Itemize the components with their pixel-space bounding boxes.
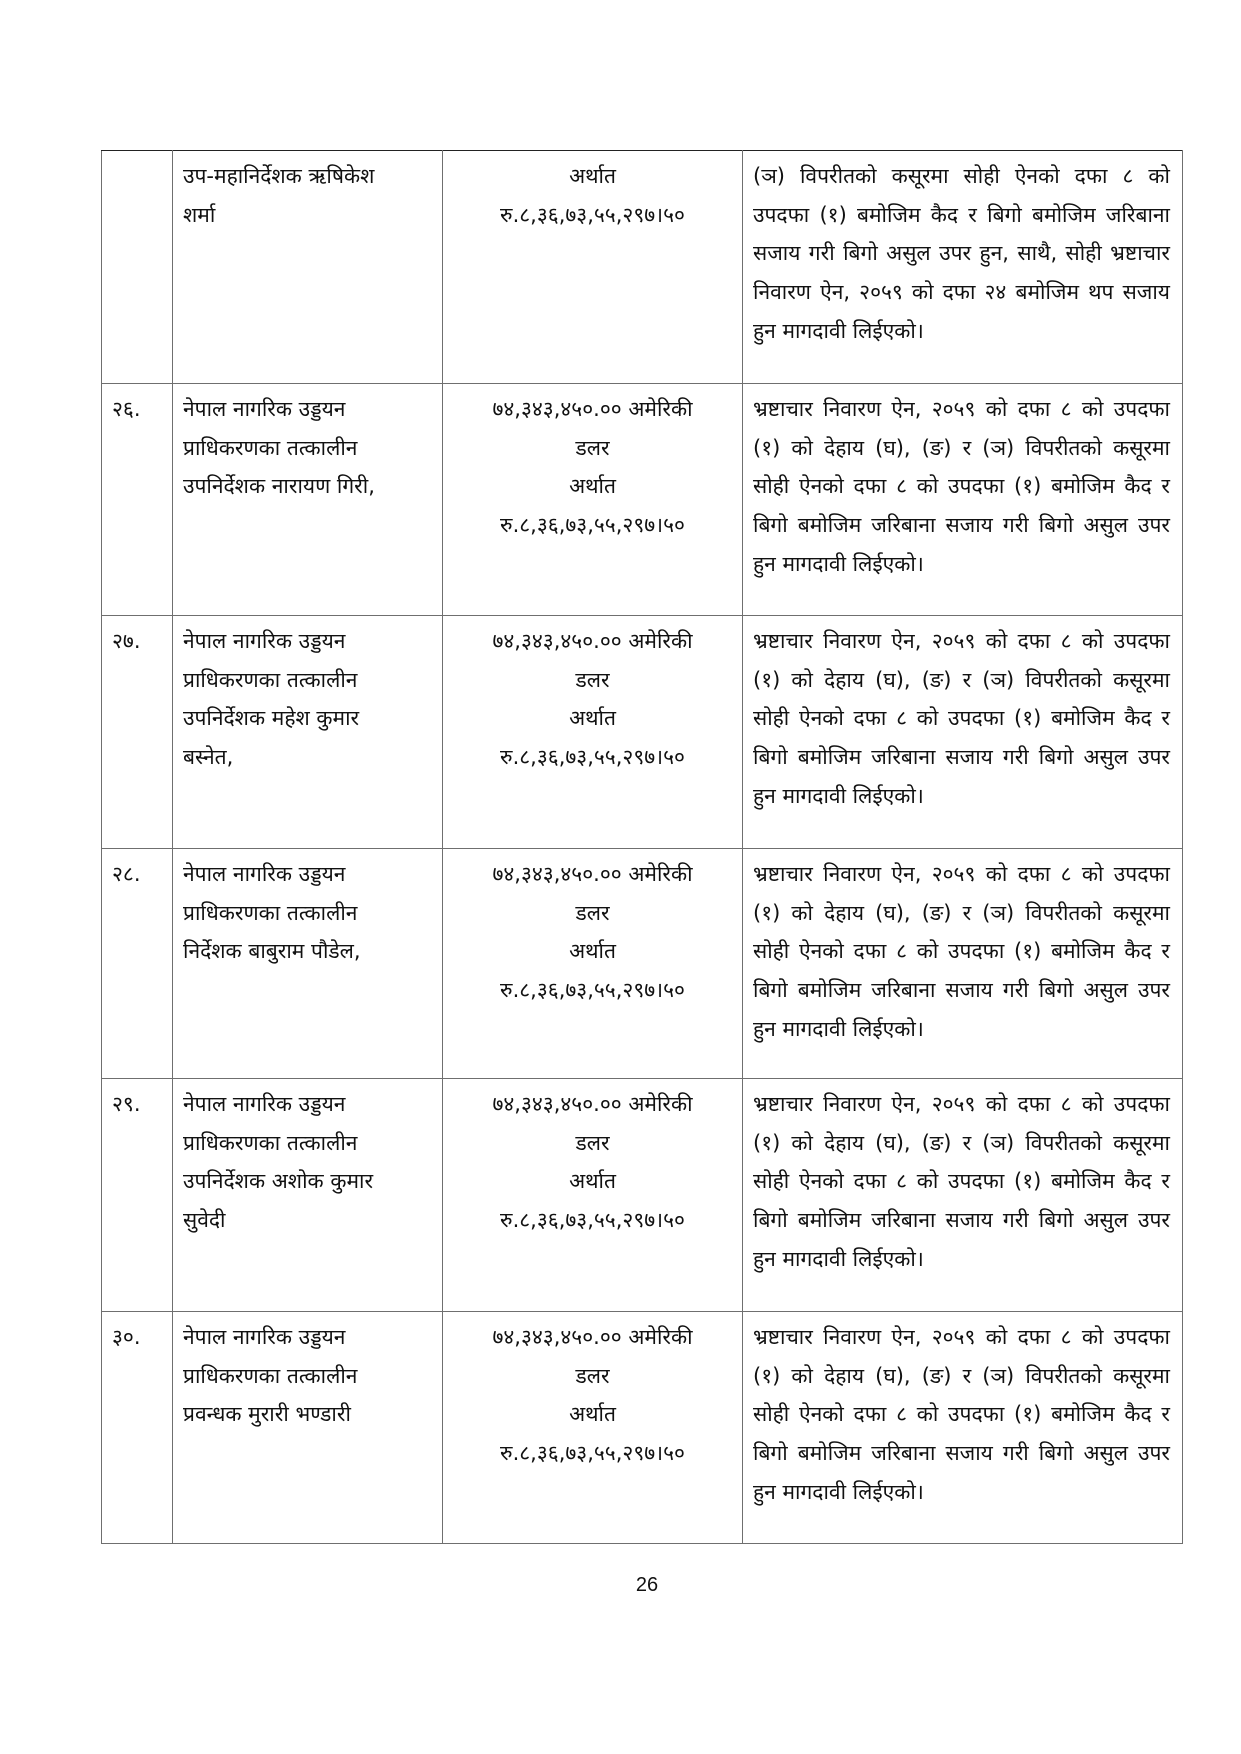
serial-number: २६. <box>112 397 141 421</box>
defendant-cell <box>173 616 443 849</box>
defendant-name-line: नेपाल नागरिक उड्डयन <box>183 397 346 421</box>
claim-amount-line: डलर <box>575 900 610 925</box>
defendant-cell <box>173 1312 443 1544</box>
claim-amount-cell <box>443 616 743 849</box>
claim-amount-cell <box>443 1312 743 1544</box>
claim-amount-cell <box>443 151 743 384</box>
defendant-name-line: नेपाल नागरिक उड्डयन <box>183 1325 346 1349</box>
charge-description: (ञ) विपरीतको कसूरमा सोही ऐनको दफा ८ को उपदफा (१) बमोजिम कैद र बिगो बमोजिम जरिबाना सजाय गरी बिगो असुल उपर हुन, साथै, सोही भ्रष्टाचार निवारण ऐन, २०५९ को दफा २४ बमोजिम थप सजाय हुन मागदावी लिईएको। <box>753 164 1170 343</box>
claim-amount-line: अर्थात <box>569 706 616 731</box>
defendant-cell <box>173 384 443 616</box>
claim-amount-cell <box>443 849 743 1079</box>
claim-amount-line: अर्थात <box>569 474 616 499</box>
claim-amount-line: अर्थात <box>569 1169 616 1194</box>
claim-amount-line: अर्थात <box>569 939 616 964</box>
serial-number: २७. <box>112 629 141 653</box>
table-row <box>102 384 1183 616</box>
claim-amount-line: ७४,३४३,४५०.०० अमेरिकी <box>492 1325 693 1349</box>
defendant-cell <box>173 151 443 384</box>
charge-description: भ्रष्टाचार निवारण ऐन, २०५९ को दफा ८ को उपदफा (१) को देहाय (घ), (ङ) र (ञ) विपरीतको कसूरमा सोही ऐनको दफा ८ को उपदफा (१) बमोजिम कैद र बिगो बमोजिम जरिबाना सजाय गरी बिगो असुल उपर हुन मागदावी लिईएको। <box>753 862 1170 1041</box>
defendant-name-line: नेपाल नागरिक उड्डयन <box>183 1092 346 1116</box>
defendant-name-line: प्राधिकरणका तत्कालीन <box>183 667 358 692</box>
defendant-cell <box>173 849 443 1079</box>
defendant-name-line: सुवेदी <box>183 1208 226 1233</box>
claim-amount-line: डलर <box>575 435 610 460</box>
table-row <box>102 151 1183 384</box>
claim-amount-line: अर्थात <box>569 164 616 188</box>
defendant-name-line: नेपाल नागरिक उड्डयन <box>183 862 346 886</box>
defendant-name-line: उप-महानिर्देशक ऋषिकेश <box>183 164 375 188</box>
claim-amount-line: डलर <box>575 1363 610 1388</box>
page-number: 26 <box>635 1574 659 1596</box>
claim-amount-line: रु.८,३६,७३,५५,२९७।५० <box>500 1208 685 1233</box>
defendant-name-line: उपनिर्देशक अशोक कुमार <box>183 1169 374 1194</box>
serial-number-cell <box>102 849 173 1079</box>
claim-amount-line: डलर <box>575 667 610 692</box>
defendant-name-line: प्राधिकरणका तत्कालीन <box>183 1363 358 1388</box>
defendant-cell <box>173 1079 443 1312</box>
charge-description-cell <box>743 1079 1183 1312</box>
claim-amount-line: डलर <box>575 1130 610 1155</box>
claim-amount-line: ७४,३४३,४५०.०० अमेरिकी <box>492 397 693 421</box>
claim-amount-line: रु.८,३६,७३,५५,२९७।५० <box>500 1441 685 1466</box>
claim-amount-line: ७४,३४३,४५०.०० अमेरिकी <box>492 862 693 886</box>
serial-number-cell <box>102 384 173 616</box>
serial-number-cell <box>102 1312 173 1544</box>
table-row <box>102 1312 1183 1544</box>
defendant-name-line: प्रवन्धक मुरारी भण्डारी <box>183 1402 351 1427</box>
claim-amount-line: रु.८,३६,७३,५५,२९७।५० <box>500 978 685 1003</box>
charge-description-cell <box>743 151 1183 384</box>
claim-amount-line: ७४,३४३,४५०.०० अमेरिकी <box>492 1092 693 1116</box>
table-row <box>102 1079 1183 1312</box>
charge-description-cell <box>743 616 1183 849</box>
defendant-name-line: प्राधिकरणका तत्कालीन <box>183 435 358 460</box>
charge-description-cell <box>743 384 1183 616</box>
defendant-name-line: शर्मा <box>183 202 216 227</box>
claim-amount-cell <box>443 384 743 616</box>
claim-amount-line: अर्थात <box>569 1402 616 1427</box>
table-row <box>102 849 1183 1079</box>
defendant-name-line: नेपाल नागरिक उड्डयन <box>183 629 346 653</box>
charge-description: भ्रष्टाचार निवारण ऐन, २०५९ को दफा ८ को उपदफा (१) को देहाय (घ), (ङ) र (ञ) विपरीतको कसूरमा सोही ऐनको दफा ८ को उपदफा (१) बमोजिम कैद र बिगो बमोजिम जरिबाना सजाय गरी बिगो असुल उपर हुन मागदावी लिईएको। <box>753 1092 1170 1271</box>
serial-number-cell <box>102 616 173 849</box>
claim-amount-line: रु.८,३६,७३,५५,२९७।५० <box>500 202 685 227</box>
defendant-name-line: उपनिर्देशक महेश कुमार <box>183 706 360 731</box>
defendant-name-line: प्राधिकरणका तत्कालीन <box>183 1130 358 1155</box>
charge-description: भ्रष्टाचार निवारण ऐन, २०५९ को दफा ८ को उपदफा (१) को देहाय (घ), (ङ) र (ञ) विपरीतको कसूरमा सोही ऐनको दफा ८ को उपदफा (१) बमोजिम कैद र बिगो बमोजिम जरिबाना सजाय गरी बिगो असुल उपर हुन मागदावी लिईएको। <box>753 397 1170 576</box>
claim-amount-line: ७४,३४३,४५०.०० अमेरिकी <box>492 629 693 653</box>
serial-number: २८. <box>112 862 141 886</box>
defendant-name-line: निर्देशक बाबुराम पौडेल, <box>183 939 361 964</box>
charge-description: भ्रष्टाचार निवारण ऐन, २०५९ को दफा ८ को उपदफा (१) को देहाय (घ), (ङ) र (ञ) विपरीतको कसूरमा सोही ऐनको दफा ८ को उपदफा (१) बमोजिम कैद र बिगो बमोजिम जरिबाना सजाय गरी बिगो असुल उपर हुन मागदावी लिईएको। <box>753 1325 1170 1504</box>
case-table-body <box>102 151 1183 1544</box>
charge-description: भ्रष्टाचार निवारण ऐन, २०५९ को दफा ८ को उपदफा (१) को देहाय (घ), (ङ) र (ञ) विपरीतको कसूरमा सोही ऐनको दफा ८ को उपदफा (१) बमोजिम कैद र बिगो बमोजिम जरिबाना सजाय गरी बिगो असुल उपर हुन मागदावी लिईएको। <box>753 629 1170 808</box>
defendant-name-line: उपनिर्देशक नारायण गिरी, <box>183 474 375 499</box>
charge-description-cell <box>743 1312 1183 1544</box>
case-table <box>101 150 1183 1544</box>
serial-number-cell <box>102 151 173 384</box>
claim-amount-cell <box>443 1079 743 1312</box>
claim-amount-line: रु.८,३६,७३,५५,२९७।५० <box>500 745 685 770</box>
defendant-name-line: प्राधिकरणका तत्कालीन <box>183 900 358 925</box>
table-row <box>102 616 1183 849</box>
serial-number: २९. <box>112 1092 141 1116</box>
charge-description-cell <box>743 849 1183 1079</box>
serial-number-cell <box>102 1079 173 1312</box>
claim-amount-line: रु.८,३६,७३,५५,२९७।५० <box>500 513 685 538</box>
defendant-name-line: बस्नेत, <box>183 745 234 770</box>
serial-number: ३०. <box>112 1325 141 1349</box>
